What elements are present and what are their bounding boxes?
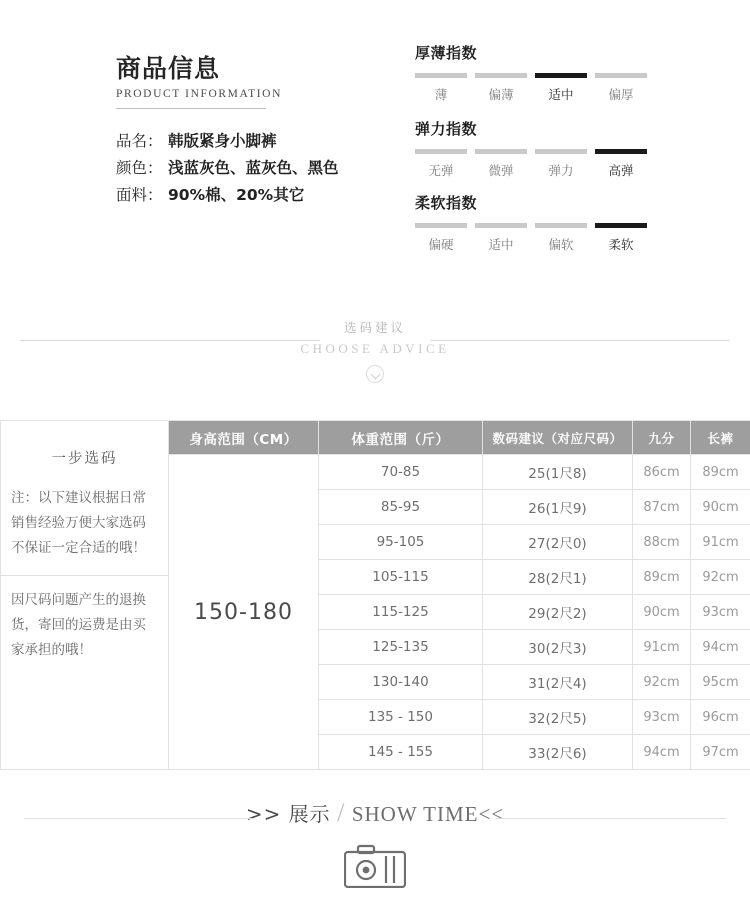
weight-range: 105-115	[319, 560, 483, 595]
index-label: 高弹	[608, 163, 634, 178]
chevron-down-icon	[366, 365, 384, 383]
size-suggestion: 31(2尺4)	[483, 665, 633, 700]
index-item	[475, 223, 527, 253]
index-item	[595, 73, 647, 103]
long-length: 92cm	[691, 560, 750, 595]
weight-range: 70-85	[319, 455, 483, 490]
note-text-primary: 注：以下建议根据日常销售经验万便大家选码不保证一定合适的哦！	[11, 490, 146, 556]
attribute-label-fabric: 面料：	[116, 186, 163, 204]
attribute-value-name: 韩版紧身小脚裤	[168, 132, 277, 150]
index-label: 偏硬	[428, 237, 454, 252]
long-length: 94cm	[691, 630, 750, 665]
softness-index-group	[415, 192, 655, 253]
attribute-label-color: 颜色：	[116, 159, 163, 177]
divider-line-right	[430, 340, 730, 341]
weight-range: 115-125	[319, 595, 483, 630]
attribute-label-name: 品名：	[116, 132, 163, 150]
weight-range: 145 - 155	[319, 735, 483, 770]
index-label: 偏软	[548, 237, 574, 252]
showtime-line-right	[496, 818, 726, 819]
divider-line-left	[20, 340, 320, 341]
show-time-divider	[0, 798, 750, 888]
note-divider	[1, 575, 168, 576]
attribute-value-fabric: 90%棉、20%其它	[168, 186, 305, 204]
long-length: 90cm	[691, 490, 750, 525]
column-header-height: 身高范围（CM）	[169, 421, 319, 455]
choose-advice-divider	[0, 318, 750, 383]
nine-length: 86cm	[633, 455, 691, 490]
index-item-active	[595, 223, 647, 253]
long-length: 93cm	[691, 595, 750, 630]
weight-range: 135 - 150	[319, 700, 483, 735]
index-item	[415, 73, 467, 103]
height-range-value: 150-180	[169, 455, 319, 770]
index-bar	[535, 223, 587, 228]
size-suggestion: 26(1尺9)	[483, 490, 633, 525]
product-attribute-row	[116, 155, 406, 182]
index-bar-active	[535, 73, 587, 78]
note-text-secondary: 因尺码问题产生的退换货，寄回的运费是由买家承担的哦！	[11, 592, 146, 658]
index-item	[415, 223, 467, 253]
thickness-index-bars	[415, 73, 655, 103]
softness-index-bars	[415, 223, 655, 253]
size-suggestion: 25(1尺8)	[483, 455, 633, 490]
page-title: 商品信息	[116, 54, 221, 83]
product-attribute-list	[116, 128, 406, 209]
column-header-weight: 体重范围（斤）	[319, 421, 483, 455]
choose-advice-en: CHOOSE ADVICE	[300, 341, 450, 356]
size-suggestion: 29(2尺2)	[483, 595, 633, 630]
index-item	[415, 149, 467, 179]
index-label: 无弹	[428, 163, 454, 178]
nine-length: 87cm	[633, 490, 691, 525]
product-attribute-row	[116, 182, 406, 209]
index-item	[475, 73, 527, 103]
camera-icon	[344, 844, 406, 888]
long-length: 89cm	[691, 455, 750, 490]
index-bar	[415, 149, 467, 154]
index-label: 薄	[434, 87, 448, 102]
weight-range: 85-95	[319, 490, 483, 525]
index-label: 偏厚	[608, 87, 634, 102]
index-item-active	[535, 73, 587, 103]
long-length: 96cm	[691, 700, 750, 735]
index-bar-active	[595, 149, 647, 154]
column-header-size: 数码建议（对应尺码）	[483, 421, 633, 455]
page-title-en: PRODUCT INFORMATION	[116, 88, 282, 100]
weight-range: 125-135	[319, 630, 483, 665]
showtime-label-cn: >> 展示	[245, 802, 331, 826]
index-bar	[595, 73, 647, 78]
index-bar	[475, 223, 527, 228]
index-bar	[475, 73, 527, 78]
note-title: 一步选码	[51, 451, 118, 467]
nine-length: 88cm	[633, 525, 691, 560]
index-bar	[535, 149, 587, 154]
index-item	[535, 149, 587, 179]
nine-length: 91cm	[633, 630, 691, 665]
weight-range: 95-105	[319, 525, 483, 560]
index-item	[535, 223, 587, 253]
nine-length: 90cm	[633, 595, 691, 630]
long-length: 95cm	[691, 665, 750, 700]
weight-range: 130-140	[319, 665, 483, 700]
product-attribute-row	[116, 128, 406, 155]
attribute-value-color: 浅蓝灰色、蓝灰色、黑色	[168, 159, 339, 177]
size-note-cell	[1, 421, 169, 770]
nine-length: 94cm	[633, 735, 691, 770]
index-bar	[475, 149, 527, 154]
size-suggestion: 27(2尺0)	[483, 525, 633, 560]
nine-length: 93cm	[633, 700, 691, 735]
index-item-active	[595, 149, 647, 179]
elasticity-index-title: 弹力指数	[415, 120, 478, 138]
index-label: 微弹	[488, 163, 514, 178]
nine-length: 89cm	[633, 560, 691, 595]
long-length: 91cm	[691, 525, 750, 560]
size-recommendation-table	[0, 420, 750, 770]
choose-advice-cn: 选码建议	[343, 320, 406, 335]
thickness-index-group	[415, 42, 655, 103]
elasticity-index-bars	[415, 149, 655, 179]
index-bar-active	[595, 223, 647, 228]
product-information-block	[116, 54, 406, 209]
index-item	[475, 149, 527, 179]
title-divider	[116, 108, 266, 109]
size-suggestion: 32(2尺5)	[483, 700, 633, 735]
size-suggestion: 33(2尺6)	[483, 735, 633, 770]
column-header-nine: 九分	[633, 421, 691, 455]
softness-index-title: 柔软指数	[415, 194, 478, 212]
long-length: 97cm	[691, 735, 750, 770]
index-bar	[415, 223, 467, 228]
index-label: 弹力	[548, 163, 574, 178]
showtime-line-left	[24, 818, 254, 819]
showtime-label-en: SHOW TIME<<	[351, 802, 505, 826]
index-bar	[415, 73, 467, 78]
column-header-long: 长裤	[691, 421, 750, 455]
index-label: 偏薄	[488, 87, 514, 102]
table-header-row	[1, 421, 750, 455]
size-suggestion: 28(2尺1)	[483, 560, 633, 595]
elasticity-index-group	[415, 118, 655, 179]
thickness-index-title: 厚薄指数	[415, 44, 478, 62]
index-label: 适中	[548, 87, 574, 102]
showtime-slash: /	[337, 798, 346, 827]
index-label: 柔软	[608, 237, 634, 252]
size-suggestion: 30(2尺3)	[483, 630, 633, 665]
nine-length: 92cm	[633, 665, 691, 700]
index-label: 适中	[488, 237, 514, 252]
